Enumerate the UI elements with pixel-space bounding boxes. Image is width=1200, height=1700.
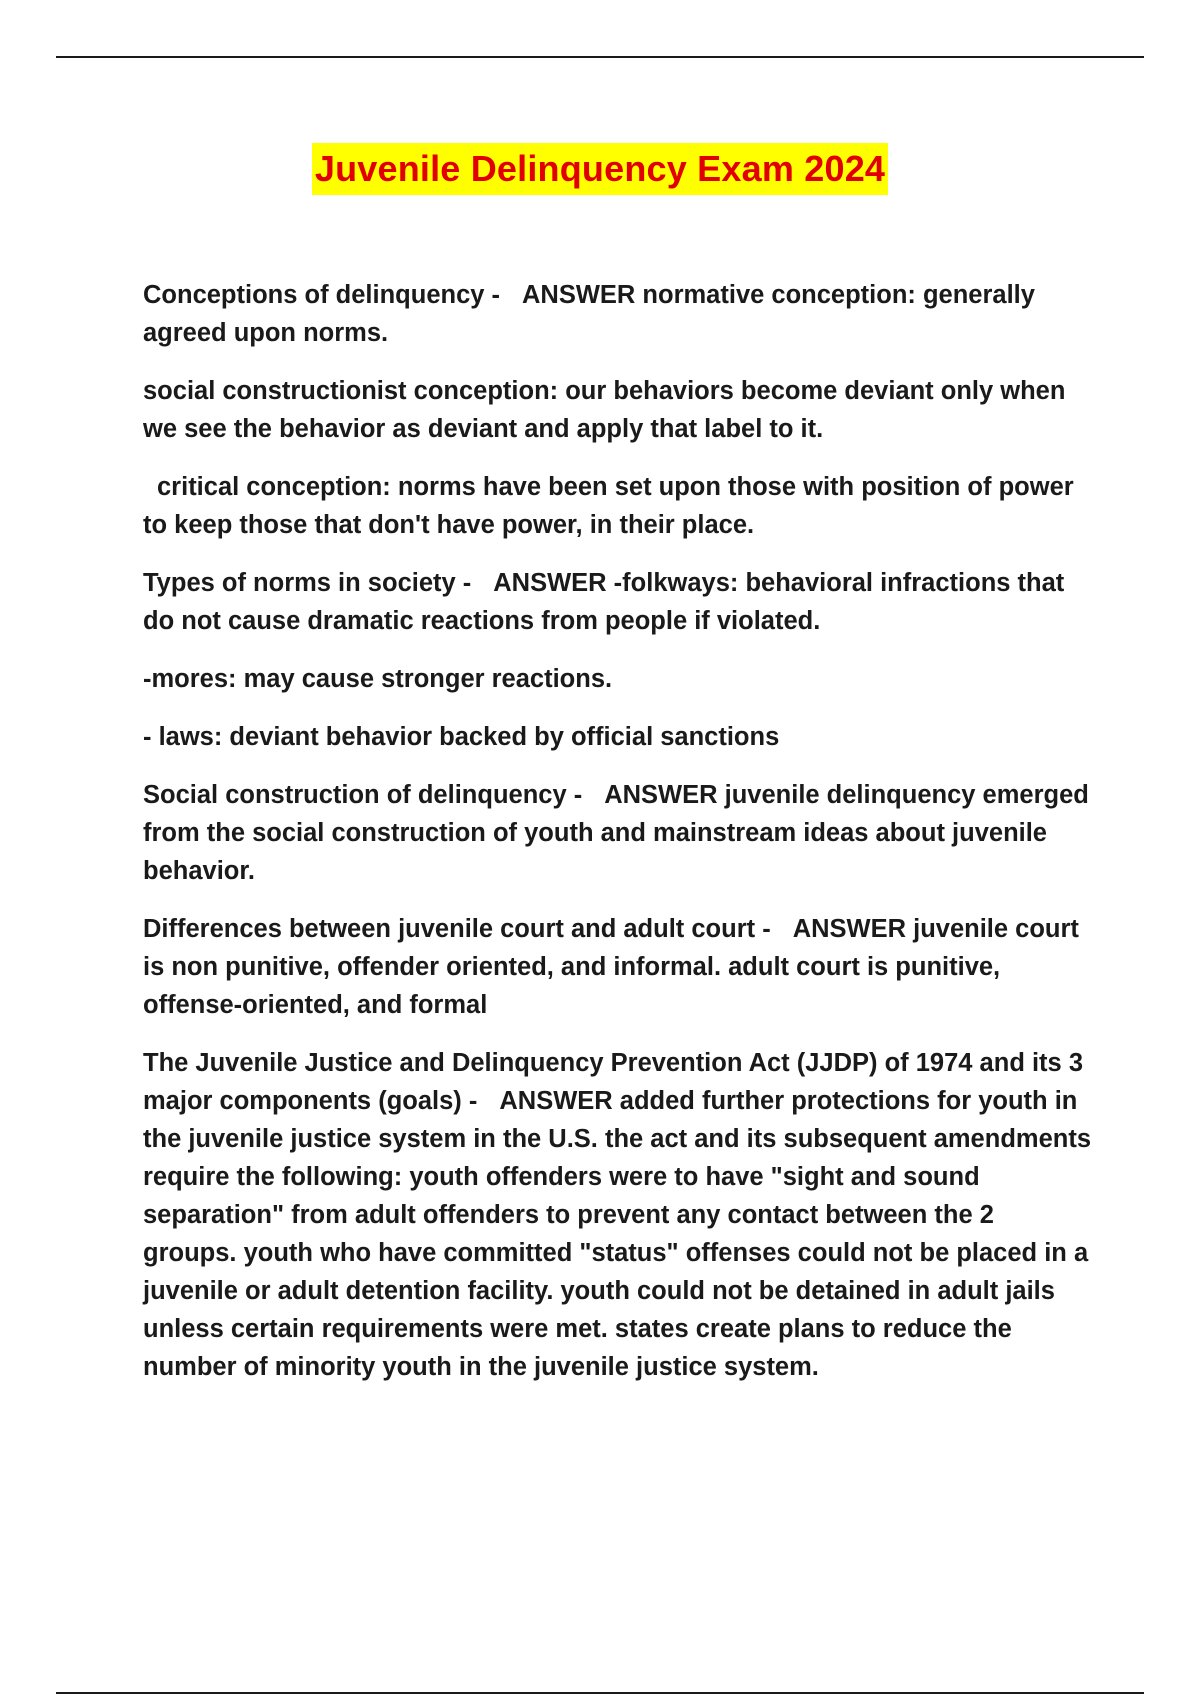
answer-text: ANSWER added further protections for youth in the juvenile justice system in the U.S. the act and its subsequent amendments require the following: youth offenders were to have "sight and sound separation" from adult offenders to prevent any contact between the 2 groups. youth who have committed "status" offenses could not be placed in a juvenile or adult detention facility. youth could not be detained in adult jails unless certain requirements were met. states create plans to reduce the number of minority youth in the juvenile justice system. [143,1087,1091,1381]
answer-text: ANSWER juvenile delinquency emerged from the social construction of youth and mainstream ideas about juvenile behavior. [143,781,1089,885]
qa-continuation: social constructionist conception: our behaviors become deviant only when we see the behavior as deviant and apply that label to it. [143,377,1066,443]
question-text: Differences between juvenile court and adult court - [143,915,771,943]
answer-text: ANSWER normative conception: generally agreed upon norms. [143,281,1035,347]
question-text: Types of norms in society - [143,569,472,597]
bottom-divider [56,1692,1144,1694]
qa-continuation: critical conception: norms have been set upon those with position of power to keep those that don't have power, in their place. [143,473,1074,539]
qa-continuation: -mores: may cause stronger reactions. [143,665,613,693]
answer-text: ANSWER -folkways: behavioral infractions that do not cause dramatic reactions from people if violated. [143,569,1065,635]
qa-item-jjdp-act [143,1044,1093,1386]
qa-item-court-differences [143,910,1093,1024]
question-text: The Juvenile Justice and Delinquency Prevention Act (JJDP) of 1974 and its 3 major components (goals) - [143,1049,1084,1115]
qa-continuation: - laws: deviant behavior backed by official sanctions [143,723,780,751]
question-text: Conceptions of delinquency - [143,281,501,309]
document-title: Juvenile Delinquency Exam 2024 [312,143,888,195]
qa-item-conceptions [143,276,1093,352]
top-divider [56,56,1144,58]
answer-text: ANSWER juvenile court is non punitive, offender oriented, and informal. adult court is punitive, offense-oriented, and formal [143,915,1079,1019]
question-text: Social construction of delinquency - [143,781,583,809]
qa-content [143,276,1093,1406]
qa-item-social-construction [143,776,1093,890]
qa-item-types-of-norms [143,564,1093,640]
title-container [0,143,1200,195]
